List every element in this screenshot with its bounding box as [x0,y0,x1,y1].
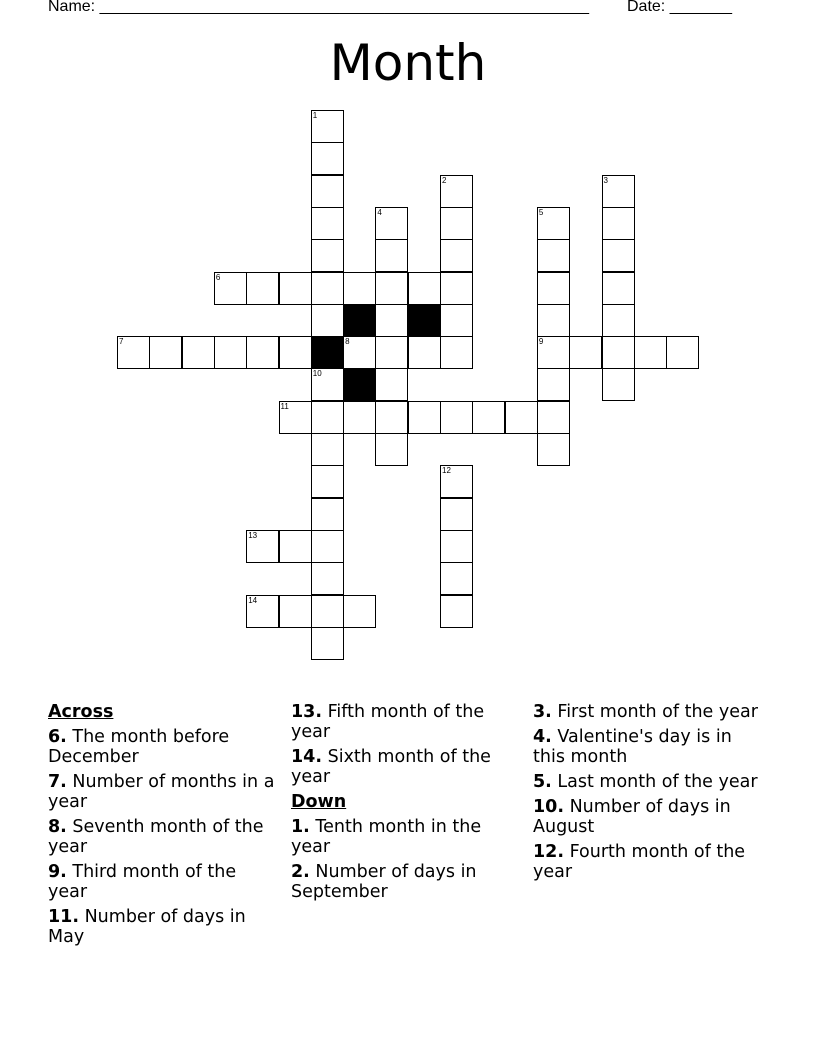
cell-number: 2 [442,175,447,185]
clue-down-12 [533,842,761,882]
grid-cell[interactable] [311,304,344,337]
cell-number: 9 [538,337,544,347]
grid-cell[interactable] [408,401,441,434]
clue-number: 3. [533,702,552,722]
clue-down-5 [533,772,761,792]
grid-cell[interactable] [214,272,247,305]
clue-across-9 [48,862,276,902]
black-square [408,304,441,337]
grid-cell[interactable] [246,595,279,628]
grid-cell[interactable] [602,207,635,240]
grid-cell[interactable] [537,433,570,466]
grid-cell[interactable] [440,207,473,240]
grid-cell[interactable] [537,239,570,272]
grid-cell[interactable] [440,304,473,337]
grid-cell[interactable] [440,239,473,272]
grid-cell[interactable] [311,110,344,143]
clue-down-3 [533,702,761,722]
clue-text: Number of days in August [533,797,731,837]
clue-number: 10. [533,797,565,817]
grid-cell[interactable] [246,336,279,369]
grid-cell[interactable] [440,272,473,305]
clues-column-3 [533,702,761,887]
grid-cell[interactable] [505,401,538,434]
grid-cell[interactable] [375,207,408,240]
clues-column-1 [48,702,276,952]
grid-cell[interactable] [311,465,344,498]
grid-cell[interactable] [311,530,344,563]
grid-cell[interactable] [569,336,602,369]
clue-number: 13. [291,702,323,722]
clue-across-6 [48,727,276,767]
clue-down-4 [533,727,761,767]
clue-number: 11. [48,907,80,927]
puzzle-title: Month [329,34,487,92]
grid-cell[interactable] [375,304,408,337]
cell-number: 12 [442,466,451,476]
black-square [311,336,344,369]
clue-across-7 [48,772,276,812]
grid-cell[interactable] [311,401,344,434]
grid-cell[interactable] [375,336,408,369]
grid-cell[interactable] [408,336,441,369]
clue-number: 6. [48,727,67,747]
grid-cell[interactable] [311,562,344,595]
grid-cell[interactable] [602,368,635,401]
black-square [343,304,376,337]
cell-number: 8 [345,337,350,347]
clue-number: 14. [291,747,323,767]
grid-cell[interactable] [408,272,441,305]
clue-number: 9. [48,862,67,882]
clue-text: Third month of the year [48,862,237,902]
clue-number: 12. [533,842,565,862]
grid-cell[interactable] [602,272,635,305]
grid-cell[interactable] [537,304,570,337]
grid-cell[interactable] [537,272,570,305]
grid-cell[interactable] [375,239,408,272]
grid-cell[interactable] [311,627,344,660]
clue-across-14 [291,747,519,787]
grid-cell[interactable] [666,336,699,369]
grid-cell[interactable] [311,207,344,240]
clue-text: Number of months in a year [48,772,275,812]
black-square [343,368,376,401]
cell-number: 10 [312,369,322,379]
grid-cell[interactable] [602,336,635,369]
grid-cell[interactable] [537,207,570,240]
clue-number: 8. [48,817,67,837]
name-field-line: Name: _______________________________________________________ [48,0,589,15]
grid-cell[interactable] [279,336,312,369]
grid-cell[interactable] [602,239,635,272]
clue-number: 5. [533,772,552,792]
cell-number: 4 [377,207,382,217]
grid-cell[interactable] [440,465,473,498]
clue-text: Sixth month of the year [291,747,491,787]
clue-across-13 [291,702,519,742]
cell-number: 7 [119,337,124,347]
clue-across-11 [48,907,276,947]
grid-cell[interactable] [472,401,505,434]
clue-text: Fifth month of the year [291,702,485,742]
grid-cell[interactable] [440,595,473,628]
grid-cell[interactable] [440,498,473,531]
grid-cell[interactable] [246,530,279,563]
grid-cell[interactable] [311,175,344,208]
grid-cell[interactable] [602,175,635,208]
grid-cell[interactable] [440,336,473,369]
grid-cell[interactable] [375,433,408,466]
grid-cell[interactable] [311,239,344,272]
cell-number: 1 [312,111,318,120]
grid-cell[interactable] [246,272,279,305]
grid-cell[interactable] [311,272,344,305]
grid-cell[interactable] [537,336,570,369]
cell-number: 14 [248,595,258,605]
clue-text: Fourth month of the year [533,842,746,882]
across-heading: Across [48,702,114,722]
clue-text: Valentine's day is in this month [533,727,732,767]
grid-cell[interactable] [311,368,344,401]
grid-cell[interactable] [279,401,312,434]
clue-down-2 [291,862,519,902]
cell-number: 6 [215,272,221,282]
clue-text: Tenth month in the year [291,817,482,857]
grid-cell[interactable] [634,336,667,369]
grid-cell[interactable] [343,336,376,369]
grid-cell[interactable] [311,498,344,531]
grid-cell[interactable] [375,401,408,434]
grid-cell[interactable] [279,530,312,563]
clue-text: Seventh month of the year [48,817,264,857]
date-field-line: Date: _______ [627,0,732,15]
clue-text: The month before December [48,727,230,767]
clue-across-8 [48,817,276,857]
clue-text: First month of the year [557,702,758,722]
grid-cell[interactable] [440,401,473,434]
grid-cell[interactable] [214,336,247,369]
grid-cell[interactable] [311,142,344,175]
grid-cell[interactable] [311,595,344,628]
grid-cell[interactable] [375,368,408,401]
clues-column-2 [291,702,519,907]
grid-cell[interactable] [343,595,376,628]
clue-text: Number of days in May [48,907,246,947]
grid-cell[interactable] [537,368,570,401]
cell-number: 13 [248,530,258,540]
grid-cell[interactable] [537,401,570,434]
grid-cell[interactable] [149,336,182,369]
cell-number: 3 [603,175,608,185]
grid-cell[interactable] [440,530,473,563]
grid-cell[interactable] [311,433,344,466]
grid-cell[interactable] [602,304,635,337]
grid-cell[interactable] [279,595,312,628]
down-heading: Down [291,792,347,812]
grid-cell[interactable] [440,562,473,595]
clue-text: Last month of the year [557,772,758,792]
cell-number: 5 [538,207,544,217]
clue-text: Number of days in September [291,862,477,902]
grid-cell[interactable] [343,401,376,434]
grid-cell[interactable] [117,336,150,369]
grid-cell[interactable] [279,272,312,305]
grid-cell[interactable] [182,336,215,369]
clue-number: 1. [291,817,310,837]
grid-cell[interactable] [440,175,473,208]
clue-number: 4. [533,727,552,747]
grid-cell[interactable] [375,272,408,305]
clue-number: 7. [48,772,67,792]
clue-down-1 [291,817,519,857]
clue-number: 2. [291,862,310,882]
grid-cell[interactable] [343,272,376,305]
cell-number: 11 [280,401,289,411]
clue-down-10 [533,797,761,837]
